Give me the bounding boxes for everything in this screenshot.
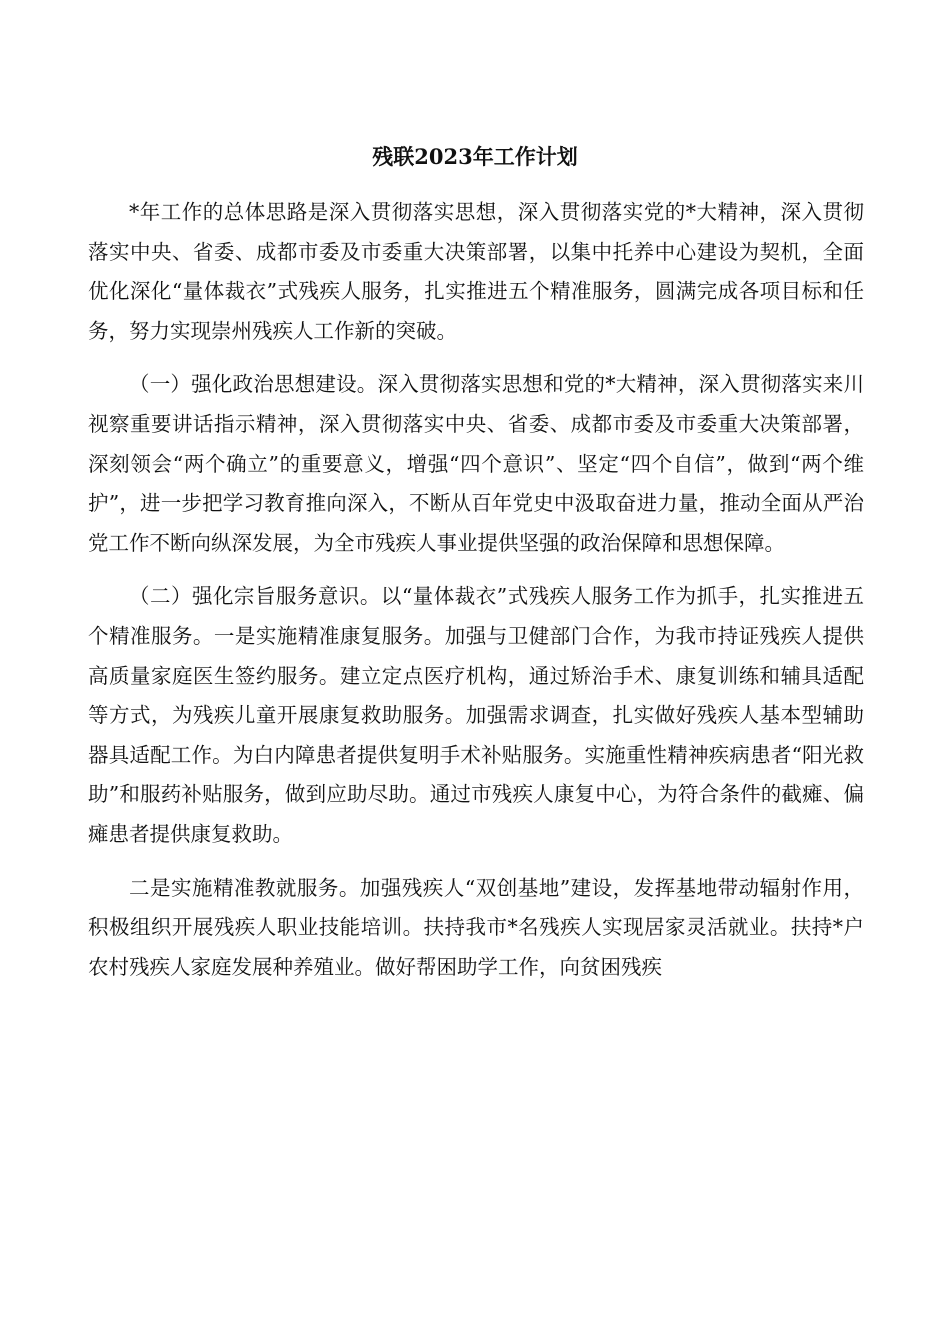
document-body bbox=[88, 193, 864, 1001]
paragraph-service-awareness: （二）强化宗旨服务意识。以“量体裁衣”式残疾人服务工作为抓手，扎实推进五个精准服务。一是实施精准康复服务。加强与卫健部门合作，为我市持证残疾人提供高质量家庭医生签约服务。建立定点医疗机构，通过矫治手术、康复训练和辅具适配等方式，为残疾儿童开展康复救助服务。加强需求调查，扎实做好残疾人基本型辅助器具适配工作。为白内障患者提供复明手术补贴服务。实施重性精神疾病患者“阳光救助”和服药补贴服务，做到应助尽助。通过市残疾人康复中心，为符合条件的截瘫、偏瘫患者提供康复救助。 bbox=[88, 584, 864, 846]
paragraph-overview: *年工作的总体思路是深入贯彻落实思想，深入贯彻落实党的*大精神，深入贯彻落实中央、省委、成都市委及市委重大决策部署，以集中托养中心建设为契机，全面优化深化“量体裁衣”式残疾人服务，扎实推进五个精准服务，圆满完成各项目标和任务，努力实现崇州残疾人工作新的突破。 bbox=[88, 200, 864, 343]
paragraph-political-construction: （一）强化政治思想建设。深入贯彻落实思想和党的*大精神，深入贯彻落实来川视察重要讲话指示精神，深入贯彻落实中央、省委、成都市委及市委重大决策部署，深刻领会“两个确立”的重要意义，增强“四个意识”、坚定“四个自信”，做到“两个维护”，进一步把学习教育推向深入，不断从百年党史中汲取奋进力量，推动全面从严治党工作不断向纵深发展，为全市残疾人事业提供坚强的政治保障和思想保障。 bbox=[88, 372, 864, 555]
document-title: 残联2023年工作计划 bbox=[372, 144, 578, 169]
paragraph-education-employment: 二是实施精准教就服务。加强残疾人“双创基地”建设，发挥基地带动辐射作用，积极组织开展残疾人职业技能培训。扶持我市*名残疾人实现居家灵活就业。扶持*户农村残疾人家庭发展种养殖业。做好帮困助学工作，向贫困残疾 bbox=[88, 875, 864, 979]
